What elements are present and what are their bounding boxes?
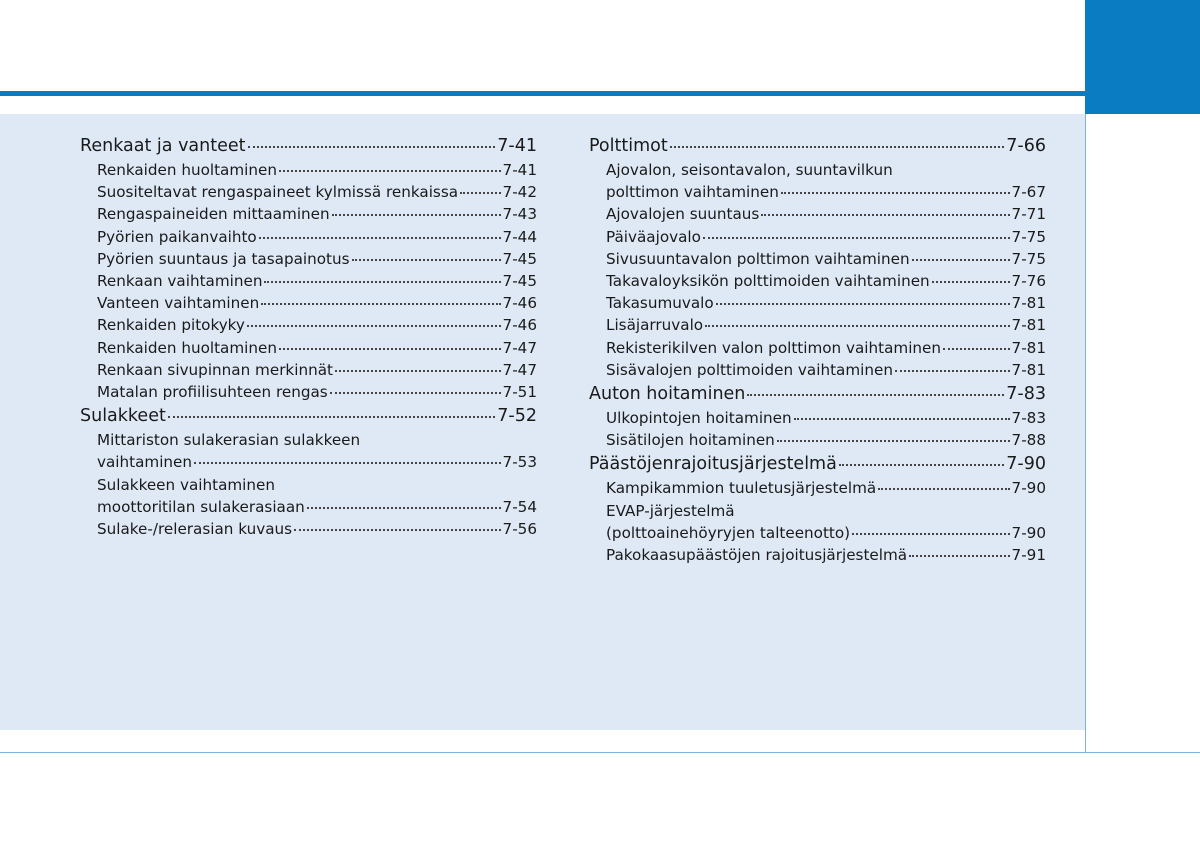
toc-page-number: 7-46 [502, 294, 537, 313]
dot-leader [705, 325, 1009, 327]
toc-section-title: Päästöjenrajoitusjärjestelmä [589, 454, 837, 475]
toc-page-number: 7-47 [502, 360, 537, 379]
dot-leader [168, 416, 495, 418]
dot-leader [332, 214, 501, 216]
dot-leader [670, 146, 1005, 148]
dot-leader [761, 214, 1009, 216]
dot-leader [279, 170, 501, 172]
toc-entry[interactable] [589, 429, 1046, 451]
toc-entry[interactable] [589, 226, 1046, 248]
dot-leader [352, 259, 501, 261]
toc-entry[interactable] [80, 314, 537, 336]
toc-entry[interactable] [589, 522, 1046, 544]
toc-entry-label: polttimon vaihtaminen [606, 183, 779, 202]
toc-entry-label: Pakokaasupäästöjen rajoitusjärjestelmä [606, 546, 908, 565]
toc-section-title: Sulakkeet [80, 406, 166, 427]
toc-page-number: 7-81 [1011, 360, 1046, 379]
toc-entry-label: Kampikammion tuuletusjärjestelmä [606, 479, 877, 498]
toc-entry[interactable] [589, 181, 1046, 203]
toc-section[interactable] [80, 134, 537, 159]
toc-entry-label: Renkaiden huoltaminen [97, 161, 277, 179]
dot-leader [248, 146, 496, 148]
toc-page-number: 7-66 [1006, 136, 1046, 156]
dot-leader [247, 325, 501, 327]
toc-entry-label: (polttoainehöyryjen talteenotto) [606, 523, 851, 542]
toc-entry-label: Sivusuuntavalon polttimon vaihtaminen [606, 249, 910, 268]
toc-page-number: 7-47 [502, 338, 537, 357]
toc-entry-label: Renkaan vaihtaminen [97, 272, 263, 291]
toc-page-number: 7-83 [1006, 384, 1046, 405]
toc-left-column [80, 133, 537, 540]
toc-page-number: 7-43 [502, 205, 537, 224]
dot-leader [878, 488, 1009, 490]
toc-entry[interactable] [80, 203, 537, 225]
toc-page-number: 7-76 [1011, 272, 1046, 291]
toc-entry[interactable] [589, 337, 1046, 359]
toc-entry-label: Sulake-/relerasian kuvaus [97, 520, 293, 539]
dot-leader [909, 555, 1009, 557]
toc-page-number: 7-54 [502, 497, 537, 516]
toc-page-number: 7-53 [502, 453, 537, 472]
dot-leader [912, 259, 1010, 261]
toc-page-number: 7-83 [1011, 409, 1046, 428]
dot-leader [895, 370, 1010, 372]
toc-entry[interactable] [80, 359, 537, 381]
dot-leader [307, 507, 501, 509]
dot-leader [932, 281, 1010, 283]
toc-entry[interactable] [589, 270, 1046, 292]
toc-entry-label: Matalan profiilisuhteen rengas [97, 383, 328, 402]
toc-entry[interactable] [589, 314, 1046, 336]
toc-page-number: 7-81 [1011, 316, 1046, 335]
toc-entry-label: vaihtaminen [97, 453, 193, 472]
toc-entry[interactable] [80, 337, 537, 359]
margin-divider [1085, 114, 1086, 753]
toc-entry-label: Sisätilojen hoitaminen [606, 431, 775, 450]
toc-page-number: 7-90 [1011, 479, 1046, 498]
dot-leader [839, 464, 1004, 466]
toc-page-number: 7-71 [1011, 205, 1046, 224]
toc-entry[interactable] [80, 270, 537, 292]
toc-entry[interactable] [80, 159, 537, 181]
toc-entry-label: Takavaloyksikön polttimoiden vaihtaminen [606, 272, 930, 291]
toc-entry[interactable] [80, 381, 537, 403]
toc-section-title: Polttimot [589, 136, 668, 156]
toc-entry-label: Pyörien suuntaus ja tasapainotus [97, 249, 350, 268]
dot-leader [460, 192, 500, 194]
toc-entry[interactable] [80, 226, 537, 248]
toc-entry[interactable] [80, 518, 537, 540]
toc-section-title: Auton hoitaminen [589, 384, 746, 405]
toc-entry-label: Renkaiden pitokyky [97, 316, 245, 335]
toc-page-number: 7-88 [1011, 431, 1046, 450]
toc-entry-label: Ajovalojen suuntaus [606, 205, 760, 224]
toc-page-number: 7-41 [497, 136, 537, 156]
toc-section-title: Renkaat ja vanteet [80, 136, 246, 156]
toc-entry[interactable] [80, 248, 537, 270]
toc-page-number: 7-75 [1011, 227, 1046, 246]
toc-page-number: 7-81 [1011, 294, 1046, 313]
toc-page-number: 7-46 [502, 316, 537, 335]
dot-leader [261, 303, 500, 305]
toc-page-number: 7-51 [502, 383, 537, 402]
toc-entry-label: Renkaiden huoltaminen [97, 338, 277, 357]
toc-entry-label: Ulkopintojen hoitaminen [606, 409, 792, 428]
toc-entry[interactable] [80, 292, 537, 314]
toc-entry[interactable] [589, 359, 1046, 381]
toc-entry-label: Takasumuvalo [606, 294, 714, 313]
dot-leader [781, 192, 1010, 194]
dot-leader [294, 529, 500, 531]
toc-entry[interactable] [80, 181, 537, 203]
toc-entry-first-line[interactable]: Ajovalon, seisontavalon, suuntavilkun [606, 161, 893, 179]
toc-entry[interactable] [589, 477, 1046, 499]
toc-right-column [589, 133, 1046, 566]
dot-leader [777, 440, 1010, 442]
toc-entry-label: Vanteen vaihtaminen [97, 294, 260, 313]
toc-page-number: 7-45 [502, 249, 537, 268]
toc-entry-first-line[interactable]: Sulakkeen vaihtaminen [97, 475, 275, 494]
toc-section[interactable] [589, 382, 1046, 407]
dot-leader [259, 237, 501, 239]
dot-leader [194, 462, 501, 464]
toc-entry-label: Sisävalojen polttimoiden vaihtaminen [606, 360, 893, 379]
chapter-tab [1085, 0, 1200, 114]
header-accent-rule [0, 91, 1085, 96]
toc-entry-first-line[interactable]: Mittariston sulakerasian sulakkeen [97, 431, 361, 450]
toc-page-number: 7-45 [502, 272, 537, 291]
dot-leader [794, 418, 1010, 420]
toc-entry[interactable] [80, 496, 537, 518]
dot-leader [330, 392, 501, 394]
toc-section[interactable] [589, 452, 1046, 477]
footer-rule [0, 752, 1200, 753]
toc-entry-first-line[interactable]: EVAP-järjestelmä [606, 501, 735, 520]
toc-page-number: 7-90 [1011, 523, 1046, 542]
toc-page-number: 7-42 [502, 183, 537, 202]
toc-section[interactable] [80, 404, 537, 429]
toc-entry[interactable] [589, 292, 1046, 314]
toc-section[interactable] [589, 134, 1046, 159]
toc-page-number: 7-81 [1011, 338, 1046, 357]
dot-leader [703, 237, 1010, 239]
dot-leader [264, 281, 500, 283]
dot-leader [335, 370, 501, 372]
toc-entry[interactable] [589, 203, 1046, 225]
toc-entry[interactable] [589, 544, 1046, 566]
toc-entry-label: Suositeltavat rengaspaineet kylmissä renkaissa [97, 183, 459, 202]
toc-page-number: 7-44 [502, 227, 537, 246]
dot-leader [747, 394, 1004, 396]
toc-entry-label: Pyörien paikanvaihto [97, 227, 257, 246]
toc-page-number: 7-90 [1006, 454, 1046, 475]
dot-leader [279, 348, 501, 350]
toc-entry-label: Päiväajovalo [606, 227, 701, 246]
toc-entry-label: Lisäjarruvalo [606, 316, 704, 335]
toc-entry-label: moottoritilan sulakerasiaan [97, 497, 305, 516]
toc-entry-label: Rengaspaineiden mittaaminen [97, 205, 330, 224]
toc-entry[interactable] [589, 407, 1046, 429]
toc-page-number: 7-56 [502, 520, 537, 539]
toc-page-number: 7-67 [1011, 183, 1046, 202]
toc-page-number: 7-52 [497, 406, 537, 427]
toc-page-number: 7-91 [1011, 546, 1046, 565]
dot-leader [943, 348, 1010, 350]
toc-entry-label: Rekisterikilven valon polttimon vaihtaminen [606, 338, 942, 357]
toc-entry[interactable] [589, 248, 1046, 270]
dot-leader [852, 533, 1009, 535]
toc-entry-label: Renkaan sivupinnan merkinnät [97, 360, 333, 379]
toc-page-number: 7-41 [502, 161, 537, 179]
toc-entry[interactable] [80, 451, 537, 473]
toc-page-number: 7-75 [1011, 249, 1046, 268]
dot-leader [716, 303, 1010, 305]
